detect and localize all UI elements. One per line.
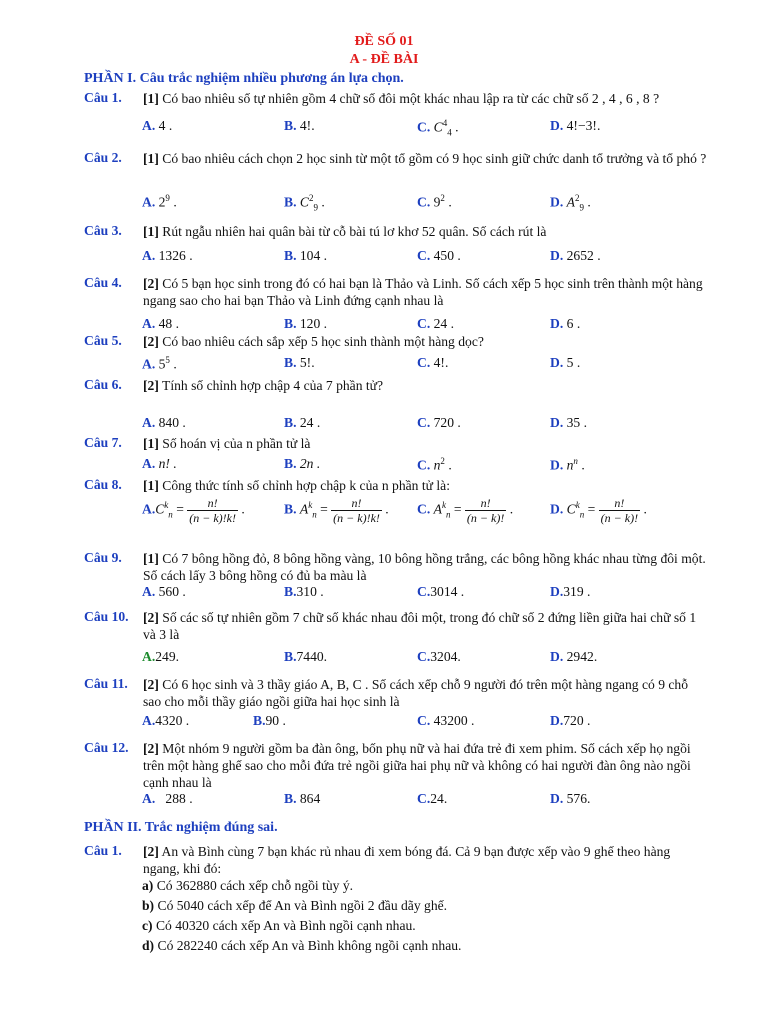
question-number: Câu 7.: [84, 435, 122, 450]
option-b[interactable]: B.90 .: [253, 713, 286, 728]
option-a[interactable]: A. $2^9$ .: [142, 193, 177, 210]
question-number: Câu 5.: [84, 333, 122, 348]
question-text: [2] Số các số tự nhiên gồm 7 chữ số khác nhau đôi một, trong đó chữ số 2 đứng liền giữa hai chữ số 1 và 3 là: [143, 610, 697, 642]
option-c[interactable]: C.3204.: [417, 649, 461, 664]
option-d[interactable]: D.319 .: [550, 584, 591, 599]
options-8: [142, 496, 702, 536]
question-text: [2] Một nhóm 9 người gồm ba đàn ông, bốn phụ nữ và hai đứa trẻ đi xem phim. Số cách xếp họ ngồi trên một hàng ghế sao cho mỗi đứa trẻ ngồi giữa hai phụ nữ và không có hai người đàn ông nào ngồi cạnh nhau là: [143, 741, 691, 790]
option-b[interactable]: B.310 .: [284, 584, 324, 599]
question-text: [2] Tính số chỉnh hợp chập 4 của 7 phần tử?: [143, 378, 384, 393]
options-9: [142, 584, 702, 604]
question-text: [2] Có bao nhiêu cách sắp xếp 5 học sinh thành một hàng dọc?: [143, 334, 484, 349]
question-number: Câu 10.: [84, 609, 129, 624]
question-number: Câu 9.: [84, 550, 122, 565]
options-12: [142, 791, 702, 811]
question-text: [1] Số hoán vị của n phần tử là: [143, 436, 311, 451]
question-text: [1] Công thức tính số chỉnh hợp chập k của n phần tử là:: [143, 478, 450, 493]
option-d[interactable]: D. $A^2_9$ .: [550, 193, 591, 213]
option-c[interactable]: C. $C^4_4$ .: [417, 118, 459, 138]
question-number: Câu 8.: [84, 477, 122, 492]
statement-c[interactable]: c) Có 40320 cách xếp An và Bình ngồi cạnh nhau.: [142, 918, 416, 933]
statement-b[interactable]: b) Có 5040 cách xếp để An và Bình ngồi 2 đầu dãy ghế.: [142, 898, 448, 913]
question-text: [1] Rút ngẫu nhiên hai quân bài từ cỗ bài tú lơ khơ 52 quân. Số cách rút là: [143, 224, 547, 239]
option-d[interactable]: D. $n^n$ .: [550, 456, 585, 473]
option-d[interactable]: D. 4!−3!.: [550, 118, 601, 133]
option-a[interactable]: A. 4 .: [142, 118, 173, 133]
option-c[interactable]: C.24.: [417, 791, 448, 806]
question-text: [2] An và Bình cùng 7 bạn khác rủ nhau đi xem bóng đá. Cả 9 bạn được xếp vào 9 ghế theo hàng ngang, khi đó:: [143, 844, 671, 876]
question-text: [1] Có bao nhiêu số tự nhiên gồm 4 chữ số đôi một khác nhau lập ra từ các chữ số 2 , 4 , 6 , 8 ?: [143, 91, 660, 106]
question-number: Câu 11.: [84, 676, 128, 691]
statement-a[interactable]: a) Có 362880 cách xếp chỗ ngồi tùy ý.: [142, 878, 354, 893]
question-text: [2] Có 5 bạn học sinh trong đó có hai bạn là Thảo và Linh. Số cách xếp 5 học sinh trên thành một hàng ngang sao cho hai bạn Thảo và Linh đứng cạnh nhau là: [143, 276, 703, 308]
option-c[interactable]: C. 43200 .: [417, 713, 475, 728]
option-b[interactable]: B. 104 .: [284, 248, 328, 263]
option-a[interactable]: $A.C^k_n$ = $\frac{n!}{(n - k)!k!}$ .: [142, 496, 245, 525]
question-number: Câu 12.: [84, 740, 129, 755]
options-10: [142, 649, 702, 669]
question-text: [2] Có 6 học sinh và 3 thầy giáo A, B, C . Số cách xếp chỗ 9 người đó trên một hàng ngang có 9 chỗ sao cho mỗi thầy giáo ngồi giữa hai học sinh là: [143, 677, 689, 709]
option-c[interactable]: C. $n^2$ .: [417, 456, 452, 473]
options-7: [142, 456, 702, 476]
option-b[interactable]: B. 5!.: [284, 355, 315, 370]
options-6: [142, 415, 702, 435]
option-a[interactable]: A. 288 .: [142, 791, 193, 806]
option-b[interactable]: B. 864: [284, 791, 321, 806]
option-a[interactable]: A.249.: [142, 649, 180, 664]
option-d[interactable]: D. 6 .: [550, 316, 581, 331]
option-a[interactable]: A. 840 .: [142, 415, 186, 430]
question-number: Câu 1.: [84, 843, 122, 858]
option-b[interactable]: B. 120 .: [284, 316, 328, 331]
question-number: Câu 4.: [84, 275, 122, 290]
option-a[interactable]: A. $5^5$ .: [142, 355, 177, 372]
option-b[interactable]: B. $A^k_n$ = $\frac{n!}{(n - k)!k!}$ .: [284, 496, 389, 525]
option-a[interactable]: A. 48 .: [142, 316, 180, 331]
options-2: [142, 193, 702, 213]
option-d[interactable]: D. 35 .: [550, 415, 588, 430]
question-number: Câu 3.: [84, 223, 122, 238]
options-5: [142, 355, 702, 375]
question-number: Câu 6.: [84, 377, 122, 392]
options-11: [142, 713, 702, 733]
option-b[interactable]: B. 24 .: [284, 415, 321, 430]
part-1-title: PHẦN I. Câu trắc nghiệm nhiều phương án lựa chọn.: [84, 71, 404, 86]
option-a[interactable]: A. 560 .: [142, 584, 186, 599]
option-c[interactable]: C. $9^2$ .: [417, 193, 452, 210]
option-a[interactable]: A. n! .: [142, 456, 177, 471]
option-a[interactable]: A.4320 .: [142, 713, 190, 728]
option-c[interactable]: C. 450 .: [417, 248, 461, 263]
option-b[interactable]: B. 2n .: [284, 456, 321, 471]
option-d[interactable]: D.720 .: [550, 713, 591, 728]
option-b[interactable]: B.7440.: [284, 649, 328, 664]
option-c[interactable]: C. 24 .: [417, 316, 455, 331]
option-d[interactable]: D. 576.: [550, 791, 591, 806]
options-3: [142, 248, 702, 268]
option-b[interactable]: B. 4!.: [284, 118, 315, 133]
option-c[interactable]: C. $A^k_n$ = $\frac{n!}{(n - k)!}$ .: [417, 496, 514, 525]
question-text: [1] Có 7 bông hồng đỏ, 8 bông hồng vàng, 10 bông hồng trắng, các bông hồng khác nhau từng đôi một. Số cách lấy 3 bông hồng có đủ ba màu là: [143, 551, 706, 583]
exam-subtitle: A - ĐỀ BÀI: [349, 52, 419, 67]
statement-d[interactable]: d) Có 282240 cách xếp An và Bình không ngồi cạnh nhau.: [142, 938, 462, 953]
option-c[interactable]: C.3014 .: [417, 584, 465, 599]
option-d[interactable]: D. 2942.: [550, 649, 598, 664]
option-a[interactable]: A. 1326 .: [142, 248, 193, 263]
question-text: [1] Có bao nhiêu cách chọn 2 học sinh từ một tổ gồm có 9 học sinh giữ chức danh tổ trưởng và tổ phó ?: [143, 151, 707, 166]
option-d[interactable]: D. 5 .: [550, 355, 581, 370]
question-number: Câu 1.: [84, 90, 122, 105]
option-d[interactable]: D. $C^k_n$ = $\frac{n!}{(n - k)!}$ .: [550, 496, 647, 525]
question-number: Câu 2.: [84, 150, 122, 165]
part-2-title: PHẦN II. Trắc nghiệm đúng sai.: [84, 820, 278, 835]
exam-title: ĐỀ SỐ 01: [354, 34, 414, 49]
option-b[interactable]: B. $C^2_9$ .: [284, 193, 325, 213]
options-1: [142, 118, 702, 138]
option-d[interactable]: D. 2652 .: [550, 248, 601, 263]
option-c[interactable]: C. 4!.: [417, 355, 449, 370]
option-c[interactable]: C. 720 .: [417, 415, 461, 430]
